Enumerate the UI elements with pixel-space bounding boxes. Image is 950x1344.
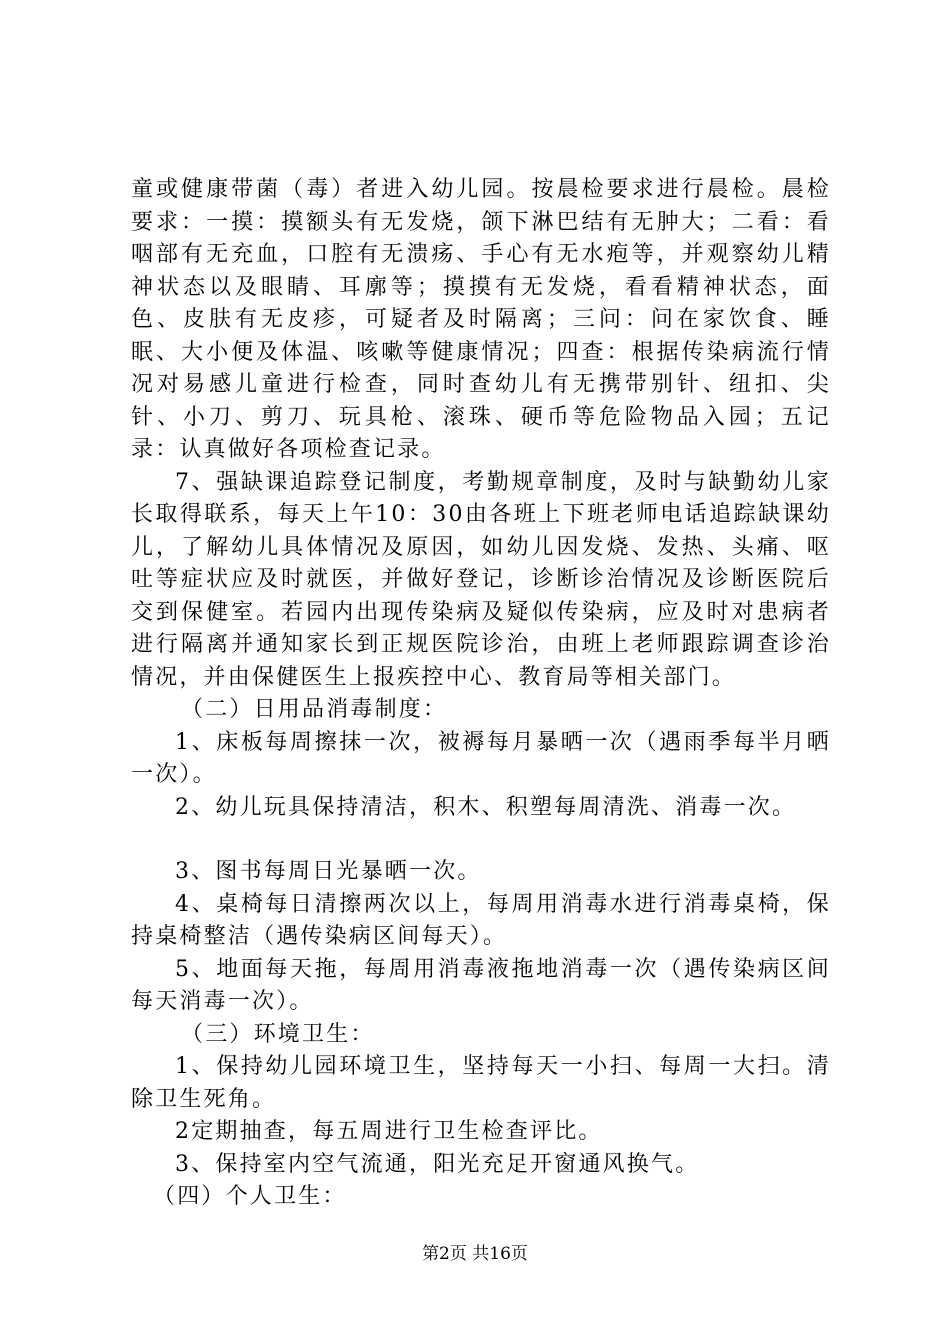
paragraph-ventilation: 3、保持室内空气流通，阳光充足开窗通风换气。 <box>175 1151 700 1177</box>
blank-line <box>131 824 831 856</box>
section-heading-personal-hygiene: （四）个人卫生： <box>153 1184 347 1209</box>
paragraph-inspection: 2定期抽查，每五周进行卫生检查评比。 <box>175 1119 603 1144</box>
paragraph-books-sunning: 3、图书每周日光暴晒一次。 <box>175 859 482 884</box>
paragraph-toy-cleaning: 2、幼儿玩具保持清洁，积木、积塑每周清洗、消毒一次。 <box>175 794 797 820</box>
document-body <box>131 174 831 1214</box>
paragraph-absence-tracking: 7、强缺课追踪登记制度，考勤规章制度，及时与缺勤幼儿家长取得联系，每天上午10：30由各班上下班老师电话追踪缺课幼儿，了解幼儿具体情况及原因，如幼儿因发烧、发热、头痛、呕吐等症状应及时就医，并做好登记，诊断诊治情况及诊断医院后交到保健室。若园内出现传染病及疑似传染病，应及时对患病者进行隔离并通知家长到正规医院诊治，由班上老师跟踪调查诊治情况，并由保健医生上报疾控中心、教育局等相关部门。 <box>131 469 831 690</box>
section-heading-disinfection: （二）日用品消毒制度： <box>181 697 448 722</box>
section-heading-environment: （三）环境卫生： <box>181 1021 375 1047</box>
paragraph-floor-mopping: 5、地面每天拖，每周用消毒液拖地消毒一次（遇传染病区间每天消毒一次）。 <box>131 956 831 1014</box>
paragraph-morning-check: 童或健康带菌（毒）者进入幼儿园。按晨检要求进行晨检。晨检要求：一摸：摸额头有无发烧，颌下淋巴结有无肿大；二看：看咽部有无充血，口腔有无溃疡、手心有无水疱等，并观察幼儿精神状态以及眼睛、耳廓等；摸摸有无发烧，看看精神状态，面色、皮肤有无皮疹，可疑者及时隔离；三问：问在家饮食、睡眠、大小便及体温、咳嗽等健康情况；四查：根据传染病流行情况对易感儿童进行检查，同时查幼儿有无携带别针、纽扣、尖针、小刀、剪刀、玩具枪、滚珠、硬币等危险物品入园；五记录：认真做好各项检查记录。 <box>131 177 831 462</box>
paragraph-bed-cleaning: 1、床板每周擦抹一次，被褥每月暴晒一次（遇雨季每半月晒一次）。 <box>131 729 831 787</box>
paragraph-environment-cleaning: 1、保持幼儿园环境卫生，坚持每天一小扫、每周一大扫。清除卫生死角。 <box>131 1054 831 1112</box>
page-number-footer: 第2页 共16页 <box>422 1244 528 1264</box>
paragraph-desk-cleaning: 4、桌椅每日清擦两次以上，每周用消毒水进行消毒桌椅，保持桌椅整洁（遇传染病区间每天）。 <box>131 891 831 949</box>
